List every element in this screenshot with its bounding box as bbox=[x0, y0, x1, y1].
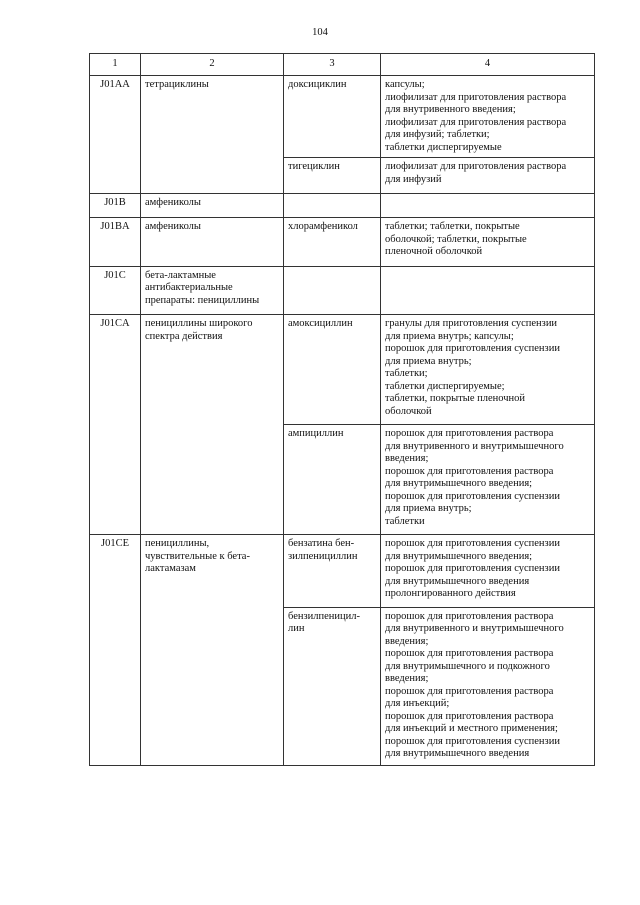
form-line: таблетки; bbox=[385, 368, 428, 379]
group-name bbox=[141, 535, 284, 766]
form-line: порошок для приготовления суспензии bbox=[385, 735, 560, 747]
form-line: для инъекций и местного применения; bbox=[385, 723, 558, 734]
header-col-2: 2 bbox=[141, 54, 284, 76]
group-line: спектра действия bbox=[145, 330, 223, 342]
form-line: таблетки диспергируемые; bbox=[385, 380, 505, 392]
form-line: для инфузий; таблетки; bbox=[385, 129, 490, 140]
form-line: порошок для приготовления раствора bbox=[385, 648, 554, 659]
dosage-forms bbox=[381, 425, 595, 535]
drug-line: бензатина бен- bbox=[288, 538, 355, 549]
form-line: для внутривенного введения; bbox=[385, 104, 516, 115]
form-line: введения; bbox=[385, 673, 429, 684]
table-row bbox=[90, 218, 595, 267]
atc-code: J01AA bbox=[90, 76, 141, 194]
form-line: порошок для приготовления суспензии bbox=[385, 343, 560, 354]
form-line: порошок для приготовления раствора bbox=[385, 428, 554, 439]
form-line: лиофилизат для приготовления раствора bbox=[385, 161, 567, 172]
drug-name: доксициклин bbox=[284, 76, 381, 158]
drug-name bbox=[284, 266, 381, 315]
form-line: пролонгированного действия bbox=[385, 588, 516, 599]
group-name: амфениколы bbox=[141, 218, 284, 267]
drug-line: бензилпеницил- bbox=[288, 610, 360, 622]
header-col-1: 1 bbox=[90, 54, 141, 76]
form-line: для внутримышечного введения; bbox=[385, 550, 533, 562]
atc-code: J01CE bbox=[90, 535, 141, 766]
drug-name: тигециклин bbox=[284, 158, 381, 194]
atc-code: J01BA bbox=[90, 218, 141, 267]
group-line: бета-лактамные bbox=[145, 269, 216, 281]
form-line: лиофилизат для приготовления раствора bbox=[385, 116, 567, 128]
drug-name bbox=[284, 535, 381, 608]
form-line: введения; bbox=[385, 453, 429, 464]
group-name: тетрациклины bbox=[141, 76, 284, 194]
header-col-3: 3 bbox=[284, 54, 381, 76]
group-line: лактамазам bbox=[145, 563, 196, 574]
dosage-forms bbox=[381, 315, 595, 425]
header-col-4: 4 bbox=[381, 54, 595, 76]
form-line: таблетки, покрытые пленочной bbox=[385, 393, 526, 404]
form-line: для приема внутрь; bbox=[385, 355, 472, 367]
dosage-forms bbox=[381, 218, 595, 267]
page-number: 104 bbox=[312, 27, 328, 38]
form-line: порошок для приготовления раствора bbox=[385, 465, 554, 477]
group-name: амфениколы bbox=[141, 194, 284, 218]
atc-code: J01C bbox=[90, 266, 141, 315]
drug-line: зилпенициллин bbox=[288, 550, 358, 562]
form-line: для внутримышечного введения bbox=[385, 748, 530, 759]
form-line: для инфузий bbox=[385, 173, 442, 185]
form-line: лиофилизат для приготовления раствора bbox=[385, 91, 567, 103]
form-line: оболочкой; таблетки, покрытые bbox=[385, 233, 527, 245]
form-line: для внутривенного и внутримышечного bbox=[385, 440, 564, 452]
form-line: таблетки bbox=[385, 515, 425, 527]
dosage-forms bbox=[381, 607, 595, 765]
group-line: препараты: пенициллины bbox=[145, 294, 260, 306]
form-line: для приема внутрь; капсулы; bbox=[385, 330, 514, 342]
form-line: для внутривенного и внутримышечного bbox=[385, 623, 564, 634]
form-line: порошок для приготовления суспензии bbox=[385, 490, 560, 502]
form-line: порошок для приготовления суспензии bbox=[385, 563, 560, 574]
drug-name bbox=[284, 194, 381, 218]
drug-name: ампициллин bbox=[284, 425, 381, 535]
form-line: порошок для приготовления раствора bbox=[385, 710, 554, 722]
table-row bbox=[90, 315, 595, 425]
form-line: для инъекций; bbox=[385, 698, 450, 709]
drug-classification-table bbox=[89, 53, 595, 766]
form-line: для внутримышечного введения bbox=[385, 575, 530, 587]
group-name bbox=[141, 315, 284, 535]
dosage-forms bbox=[381, 535, 595, 608]
drug-name: хлорамфеникол bbox=[284, 218, 381, 267]
form-line: порошок для приготовления раствора bbox=[385, 685, 554, 697]
form-line: гранулы для приготовления суспензии bbox=[385, 318, 558, 329]
group-line: антибактериальные bbox=[145, 282, 233, 293]
group-line: пенициллины, bbox=[145, 538, 210, 549]
dosage-forms bbox=[381, 76, 595, 158]
atc-code: J01B bbox=[90, 194, 141, 218]
dosage-forms bbox=[381, 194, 595, 218]
form-line: порошок для приготовления суспензии bbox=[385, 538, 560, 549]
form-line: пленочной оболочкой bbox=[385, 246, 483, 257]
group-line: пенициллины широкого bbox=[145, 318, 253, 329]
form-line: введения; bbox=[385, 635, 429, 647]
form-line: порошок для приготовления раствора bbox=[385, 610, 554, 622]
form-line: таблетки диспергируемые bbox=[385, 141, 502, 153]
table-row bbox=[90, 266, 595, 315]
header-row bbox=[90, 54, 595, 76]
form-line: для внутримышечного введения; bbox=[385, 478, 533, 489]
atc-code: J01CA bbox=[90, 315, 141, 535]
table-row bbox=[90, 194, 595, 218]
group-name bbox=[141, 266, 284, 315]
group-line: чувствительные к бета- bbox=[145, 550, 250, 562]
form-line: для внутримышечного и подкожного bbox=[385, 660, 550, 672]
form-line: оболочкой bbox=[385, 405, 432, 417]
drug-name bbox=[284, 607, 381, 765]
dosage-forms bbox=[381, 158, 595, 194]
form-line: для приема внутрь; bbox=[385, 503, 472, 514]
drug-name: амоксициллин bbox=[284, 315, 381, 425]
table-row bbox=[90, 535, 595, 608]
drug-line: лин bbox=[288, 623, 305, 634]
form-line: таблетки; таблетки, покрытые bbox=[385, 221, 520, 232]
table-row bbox=[90, 76, 595, 158]
form-line: капсулы; bbox=[385, 79, 425, 90]
dosage-forms bbox=[381, 266, 595, 315]
